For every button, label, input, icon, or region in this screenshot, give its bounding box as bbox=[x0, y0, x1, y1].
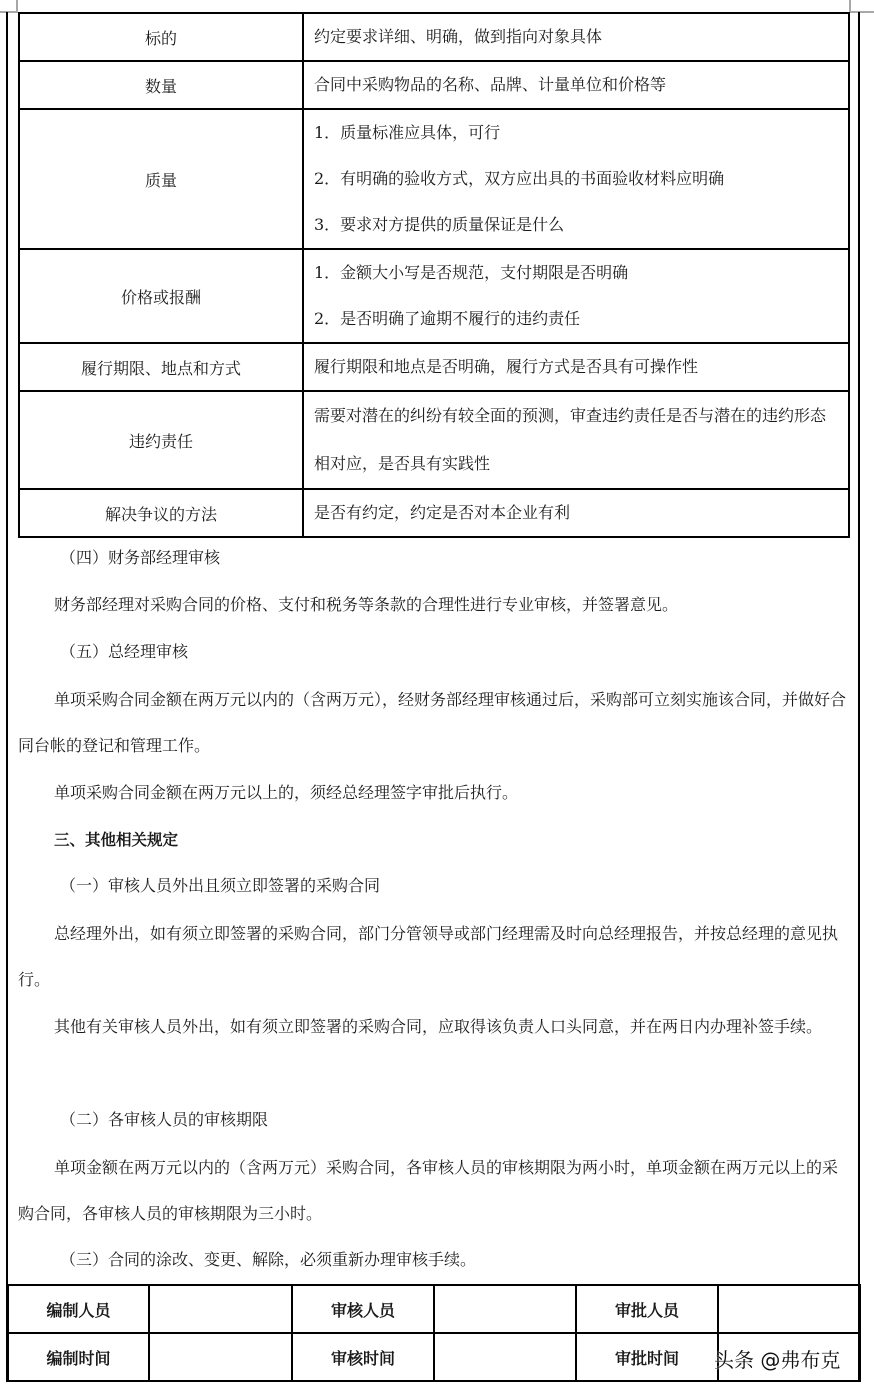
part-heading: 三、其他相关规定 bbox=[54, 831, 179, 849]
field-approver[interactable] bbox=[718, 1285, 860, 1333]
paragraph: 财务部经理对采购合同的价格、支付和税务等条款的合理性进行专业审核，并签署意见。 bbox=[54, 595, 679, 614]
criteria-text: 需要对潜在的纠纷有较全面的预测，审查违约责任是否与潜在的违约形态相对应，是否具有实践性 bbox=[314, 406, 827, 473]
criteria-line: 2．有明确的验收方式，双方应出具的书面验收材料应明确 bbox=[314, 169, 725, 188]
label-reviewer: 审核人员 bbox=[292, 1285, 434, 1333]
criteria-value bbox=[303, 391, 849, 489]
criteria-line: 是否有约定，约定是否对本企业有利 bbox=[314, 503, 571, 522]
criteria-key: 违约责任 bbox=[19, 391, 303, 489]
label-preparer: 编制人员 bbox=[8, 1285, 149, 1333]
criteria-key: 质量 bbox=[19, 109, 303, 249]
table-row bbox=[19, 61, 849, 109]
section-heading: （四）财务部经理审核 bbox=[60, 548, 221, 567]
criteria-key: 解决争议的方法 bbox=[19, 489, 303, 537]
criteria-line: 1．金额大小写是否规范，支付期限是否明确 bbox=[314, 263, 629, 282]
criteria-key: 履行期限、地点和方式 bbox=[19, 343, 303, 391]
criteria-value bbox=[303, 489, 849, 537]
criteria-line: 1．质量标准应具体，可行 bbox=[314, 123, 501, 142]
label-approver: 审批人员 bbox=[576, 1285, 718, 1333]
paragraph: 单项采购合同金额在两万元以内的（含两万元），经财务部经理审核通过后，采购部可立刻实施该合同，并做好合同台帐的登记和管理工作。 bbox=[18, 690, 847, 755]
section-heading: （一）审核人员外出且须立即签署的采购合同 bbox=[60, 876, 381, 895]
review-criteria-table bbox=[18, 12, 850, 538]
table-row bbox=[19, 489, 849, 537]
criteria-value bbox=[303, 343, 849, 391]
field-prepared-time[interactable] bbox=[149, 1333, 292, 1381]
criteria-key: 价格或报酬 bbox=[19, 249, 303, 343]
section-heading: （三）合同的涂改、变更、解除，必须重新办理审核手续。 bbox=[60, 1250, 477, 1269]
table-row bbox=[19, 391, 849, 489]
criteria-key: 数量 bbox=[19, 61, 303, 109]
field-preparer[interactable] bbox=[149, 1285, 292, 1333]
section-heading: （五）总经理审核 bbox=[60, 642, 189, 661]
criteria-key: 标的 bbox=[19, 13, 303, 61]
criteria-value bbox=[303, 109, 849, 249]
table-row bbox=[19, 249, 849, 343]
field-reviewer[interactable] bbox=[434, 1285, 576, 1333]
criteria-value bbox=[303, 13, 849, 61]
criteria-value bbox=[303, 61, 849, 109]
paragraph: 单项金额在两万元以内的（含两万元）采购合同，各审核人员的审核期限为两小时，单项金额在两万元以上的采购合同，各审核人员的审核期限为三小时。 bbox=[18, 1158, 839, 1223]
section-heading: （二）各审核人员的审核期限 bbox=[60, 1110, 269, 1129]
criteria-line: 履行期限和地点是否明确，履行方式是否具有可操作性 bbox=[314, 357, 699, 376]
paragraph: 单项采购合同金额在两万元以上的，须经总经理签字审批后执行。 bbox=[54, 783, 519, 802]
watermark: 头条 @弗布克 bbox=[714, 1348, 841, 1372]
label-review-time: 审核时间 bbox=[292, 1333, 434, 1381]
signoff-row bbox=[8, 1285, 860, 1333]
field-review-time[interactable] bbox=[434, 1333, 576, 1381]
table-row bbox=[19, 343, 849, 391]
label-prepared-time: 编制时间 bbox=[8, 1333, 149, 1381]
table-row bbox=[19, 13, 849, 61]
criteria-line: 3．要求对方提供的质量保证是什么 bbox=[314, 215, 565, 234]
table-row bbox=[19, 109, 849, 249]
criteria-line: 2．是否明确了逾期不履行的违约责任 bbox=[314, 309, 581, 328]
criteria-value bbox=[303, 249, 849, 343]
criteria-line: 约定要求详细、明确，做到指向对象具体 bbox=[314, 27, 603, 46]
paragraph: 总经理外出，如有须立即签署的采购合同，部门分管领导或部门经理需及时向总经理报告，并按总经理的意见执行。 bbox=[18, 924, 839, 989]
criteria-line: 合同中采购物品的名称、品牌、计量单位和价格等 bbox=[314, 75, 667, 94]
label-approval-time: 审批时间 bbox=[576, 1333, 718, 1381]
paragraph: 其他有关审核人员外出，如有须立即签署的采购合同，应取得该负责人口头同意，并在两日内办理补签手续。 bbox=[54, 1017, 823, 1036]
